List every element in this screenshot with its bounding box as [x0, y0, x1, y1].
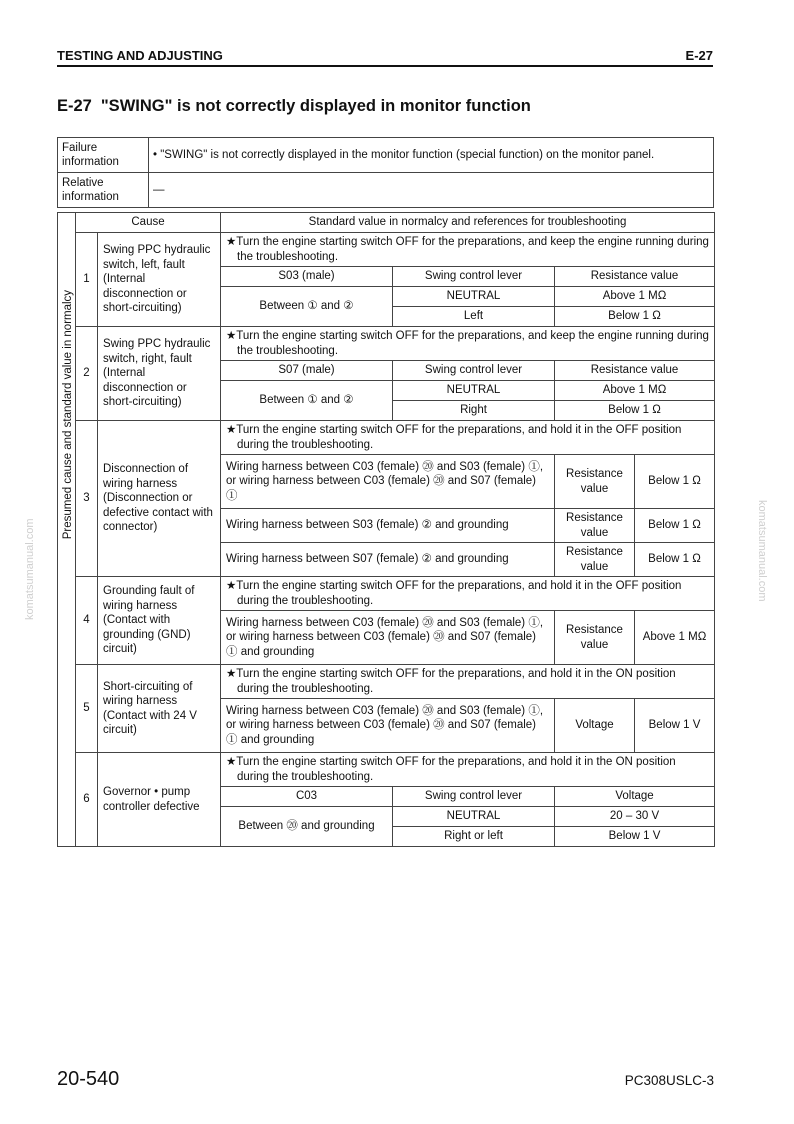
relative-label: Relative information: [58, 173, 149, 208]
info-table: [57, 137, 714, 208]
col-cause: Cause: [76, 213, 221, 233]
row3-label-3: Resistance value: [555, 543, 635, 577]
row2-cause: Swing PPC hydraulic switch, right, fault (Internal disconnection or short-circuiting): [98, 327, 221, 421]
row6-h1: C03: [221, 787, 393, 807]
footer-model: PC308USLC-3: [624, 1073, 714, 1088]
page-title: [57, 97, 531, 116]
row3-check-1: Wiring harness between C03 (female) ⑳ and S03 (female) ①, or wiring harness between C03 (female) ⑳ and S07 (female) ①: [221, 455, 555, 509]
row2-h1: S07 (male): [221, 361, 393, 381]
row5-note: ★Turn the engine starting switch OFF for the preparations, and hold it in the ON position during the troubleshooting.: [221, 665, 715, 699]
row2-lever-2: Right: [393, 401, 555, 421]
row1-no: 1: [76, 233, 98, 327]
failure-label: Failure information: [58, 138, 149, 173]
row1-cause: Swing PPC hydraulic switch, left, fault (Internal disconnection or short-circuiting): [98, 233, 221, 327]
row4-label-1: Resistance value: [555, 611, 635, 665]
row5-check-1: Wiring harness between C03 (female) ⑳ and S03 (female) ①, or wiring harness between C03 (female) ⑳ and S07 (female) ① and grounding: [221, 699, 555, 753]
row1-h3: Resistance value: [555, 267, 715, 287]
row2-h3: Resistance value: [555, 361, 715, 381]
row6-value-2: Below 1 V: [555, 827, 715, 847]
watermark-right: komatsumanual.com: [756, 500, 768, 602]
title-text: "SWING" is not correctly displayed in monitor function: [100, 97, 531, 115]
row1-lever-2: Left: [393, 307, 555, 327]
row1-h2: Swing control lever: [393, 267, 555, 287]
row5-no: 5: [76, 665, 98, 753]
row5-value-1: Below 1 V: [635, 699, 715, 753]
side-label: Presumed cause and standard value in normalcy: [61, 290, 74, 540]
row4-note: ★Turn the engine starting switch OFF for the preparations, and hold it in the OFF position during the troubleshooting.: [221, 577, 715, 611]
row2-note: ★Turn the engine starting switch OFF for the preparations, and keep the engine running during the troubleshooting.: [221, 327, 715, 361]
row6-lever-1: NEUTRAL: [393, 807, 555, 827]
title-code: E-27: [57, 97, 92, 115]
row6-lever-2: Right or left: [393, 827, 555, 847]
row3-value-1: Below 1 Ω: [635, 455, 715, 509]
row2-value-2: Below 1 Ω: [555, 401, 715, 421]
row6-cause: Governor • pump controller defective: [98, 753, 221, 847]
header-page-code: E-27: [685, 48, 713, 63]
row4-value-1: Above 1 MΩ: [635, 611, 715, 665]
row2-between: Between ① and ②: [221, 381, 393, 421]
row2-lever-1: NEUTRAL: [393, 381, 555, 401]
row5-label-1: Voltage: [555, 699, 635, 753]
col-standard: Standard value in normalcy and references for troubleshooting: [221, 213, 715, 233]
row2-no: 2: [76, 327, 98, 421]
row3-cause: Disconnection of wiring harness (Disconnection or defective contact with connector): [98, 421, 221, 577]
row3-label-1: Resistance value: [555, 455, 635, 509]
row1-note: ★Turn the engine starting switch OFF for the preparations, and keep the engine running during the troubleshooting.: [221, 233, 715, 267]
row6-no: 6: [76, 753, 98, 847]
row1-between: Between ① and ②: [221, 287, 393, 327]
row6-between: Between ⑳ and grounding: [221, 807, 393, 847]
row3-value-3: Below 1 Ω: [635, 543, 715, 577]
section-title: TESTING AND ADJUSTING: [57, 48, 223, 63]
row1-h1: S03 (male): [221, 267, 393, 287]
row4-cause: Grounding fault of wiring harness (Contact with grounding (GND) circuit): [98, 577, 221, 665]
row3-check-3: Wiring harness between S07 (female) ② and grounding: [221, 543, 555, 577]
relative-text: —: [149, 173, 714, 208]
row2-h2: Swing control lever: [393, 361, 555, 381]
row1-lever-1: NEUTRAL: [393, 287, 555, 307]
row3-value-2: Below 1 Ω: [635, 509, 715, 543]
row6-h2: Swing control lever: [393, 787, 555, 807]
row3-label-2: Resistance value: [555, 509, 635, 543]
failure-text: • "SWING" is not correctly displayed in the monitor function (special function) on the monitor panel.: [149, 138, 714, 173]
row4-no: 4: [76, 577, 98, 665]
row6-h3: Voltage: [555, 787, 715, 807]
side-label-cell: [58, 213, 76, 847]
row1-value-1: Above 1 MΩ: [555, 287, 715, 307]
row6-value-1: 20 – 30 V: [555, 807, 715, 827]
row3-no: 3: [76, 421, 98, 577]
row2-value-1: Above 1 MΩ: [555, 381, 715, 401]
watermark-left: komatsumanual.com: [24, 518, 36, 620]
troubleshooting-table: [57, 212, 715, 847]
running-header: [57, 47, 713, 67]
row5-cause: Short-circuiting of wiring harness (Contact with 24 V circuit): [98, 665, 221, 753]
row3-check-2: Wiring harness between S03 (female) ② and grounding: [221, 509, 555, 543]
row6-note: ★Turn the engine starting switch OFF for the preparations, and hold it in the ON position during the troubleshooting.: [221, 753, 715, 787]
row3-note: ★Turn the engine starting switch OFF for the preparations, and hold it in the OFF position during the troubleshooting.: [221, 421, 715, 455]
row4-check-1: Wiring harness between C03 (female) ⑳ and S03 (female) ①, or wiring harness between C03 (female) ⑳ and S07 (female) ① and grounding: [221, 611, 555, 665]
row1-value-2: Below 1 Ω: [555, 307, 715, 327]
footer-page-number: 20-540: [57, 1068, 120, 1090]
